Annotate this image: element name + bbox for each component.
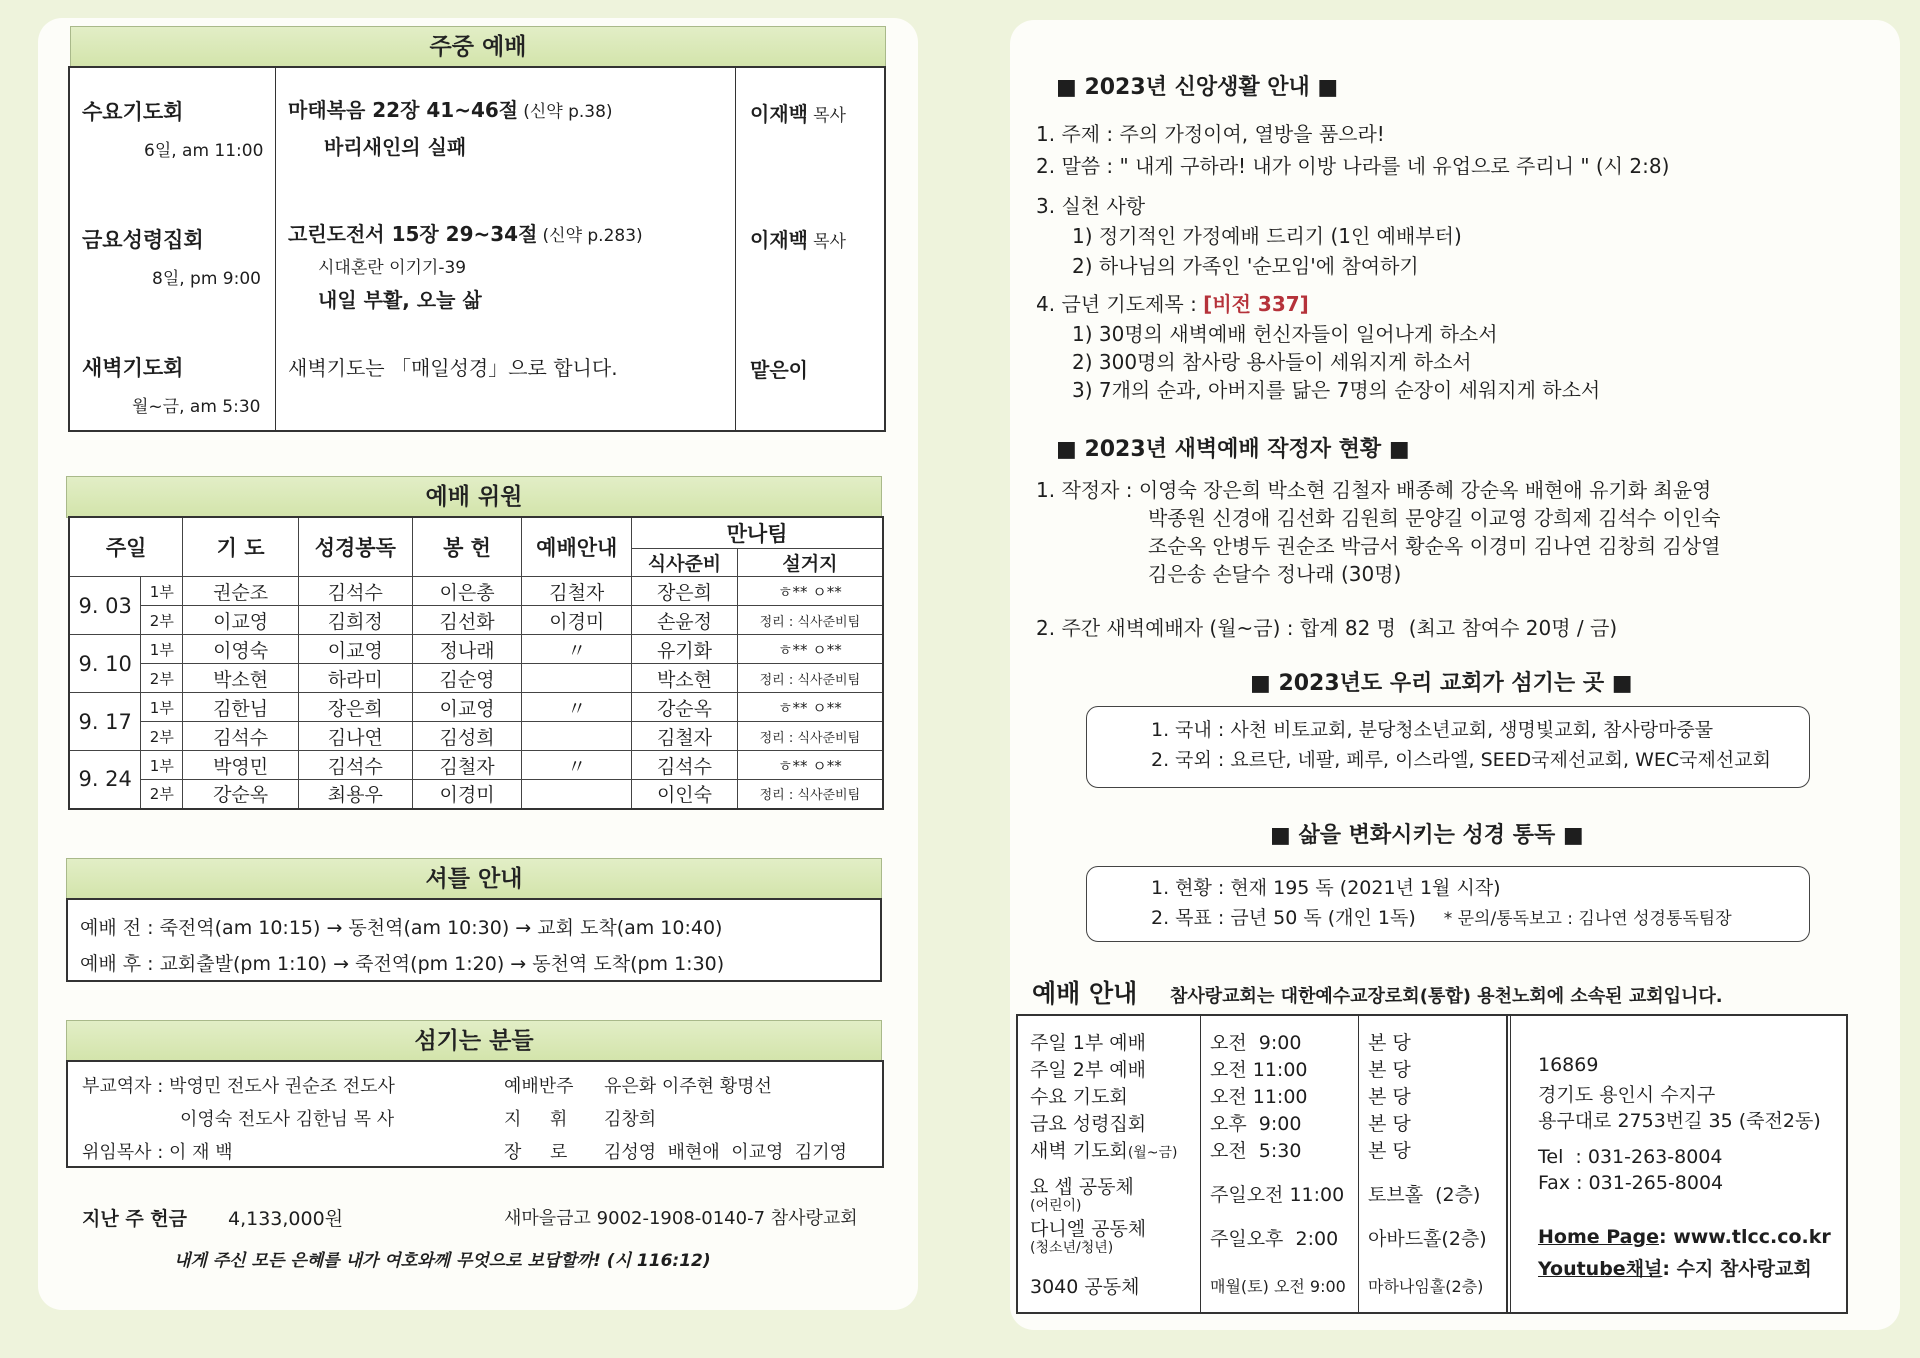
svc: 2부 bbox=[141, 606, 183, 635]
svc-place: 본 당 bbox=[1368, 1113, 1411, 1135]
sermon-title: 내일 부활, 오늘 삶 bbox=[318, 288, 482, 312]
cell: 이교영 bbox=[412, 693, 522, 722]
svc: 1부 bbox=[141, 635, 183, 664]
cell: 김석수 bbox=[183, 722, 299, 751]
homepage-link[interactable]: : www.tlcc.co.kr bbox=[1658, 1226, 1831, 1248]
preacher: 이재백 bbox=[750, 228, 808, 252]
svc-name: 주일 2부 예배 bbox=[1030, 1059, 1146, 1081]
table-row bbox=[69, 664, 883, 693]
cell: 권순조 bbox=[183, 577, 299, 606]
address-2: 용구대로 2753번길 35 (죽전2동) bbox=[1538, 1110, 1821, 1132]
cell: 강순옥 bbox=[183, 780, 299, 809]
svc-place: 본 당 bbox=[1368, 1140, 1411, 1162]
service-time: 8일, pm 9:00 bbox=[152, 269, 261, 289]
dawn-note: 새벽기도는 「매일성경」으로 합니다. bbox=[288, 356, 618, 380]
cell: 손윤정 bbox=[632, 606, 738, 635]
shuttle-box bbox=[66, 898, 882, 982]
service-wed bbox=[82, 96, 263, 161]
cell bbox=[522, 722, 632, 751]
faith-practice: 3. 실천 사항 bbox=[1036, 194, 1146, 218]
offering-account: 새마을금고 9002-1908-0140-7 참사랑교회 bbox=[504, 1208, 858, 1229]
worship-header: 주중 예배 bbox=[70, 26, 886, 68]
row-date: 9. 10 bbox=[69, 635, 141, 693]
group-place: 아바드홀(2층) bbox=[1368, 1228, 1487, 1250]
cell: 박영민 bbox=[183, 751, 299, 780]
offering-label: 지난 주 헌금 bbox=[82, 1208, 187, 1230]
svc: 2부 bbox=[141, 780, 183, 809]
table-row bbox=[69, 722, 883, 751]
cell: 김성희 bbox=[412, 722, 522, 751]
cell: 〃 bbox=[522, 693, 632, 722]
cell: 김나연 bbox=[298, 722, 412, 751]
shuttle-header: 셔틀 안내 bbox=[66, 858, 882, 900]
scripture-page: (신약 p.38) bbox=[523, 102, 613, 122]
service-fri bbox=[82, 224, 261, 289]
scripture: 고린도전서 15장 29~34절 bbox=[288, 222, 538, 246]
preacher: 맡은이 bbox=[750, 358, 808, 382]
faith-practice-1: 1) 정기적인 가정예배 드리기 (1인 예배부터) bbox=[1072, 224, 1462, 248]
info-title: 예배 안내 bbox=[1032, 979, 1138, 1008]
table-row bbox=[69, 635, 883, 664]
faith-vision-label: [비전 337] bbox=[1203, 292, 1309, 316]
faith-word: 2. 말씀 : " 내게 구하라! 내가 이방 나라를 네 유업으로 주리니 " (시 2:8) bbox=[1036, 154, 1670, 178]
group-sub: (어린이) bbox=[1030, 1198, 1082, 1214]
address-1: 경기도 용인시 수지구 bbox=[1538, 1084, 1716, 1106]
cell: 박소현 bbox=[183, 664, 299, 693]
svc-time: 오전 9:00 bbox=[1210, 1032, 1302, 1054]
col-header-guide: 예배안내 bbox=[522, 517, 632, 577]
svc: 2부 bbox=[141, 722, 183, 751]
svc-name: 주일 1부 예배 bbox=[1030, 1032, 1146, 1054]
dawn-list-2: 박종원 신경애 김선화 김원희 문양길 이교영 강희제 김석수 이인숙 bbox=[1148, 506, 1721, 530]
group-time: 매월(토) 오전 9:00 bbox=[1210, 1277, 1346, 1296]
cell: 김철자 bbox=[522, 577, 632, 606]
cell: 장은희 bbox=[632, 577, 738, 606]
row-date: 9. 17 bbox=[69, 693, 141, 751]
accompanist-label: 예배반주 bbox=[504, 1076, 574, 1097]
servants-box bbox=[66, 1060, 884, 1168]
group-place: 토브홀 (2층) bbox=[1368, 1184, 1481, 1206]
cell: 〃 bbox=[522, 635, 632, 664]
cell: ㅎ** ㅇ** bbox=[737, 693, 883, 722]
cell: 이영숙 bbox=[183, 635, 299, 664]
svc: 2부 bbox=[141, 664, 183, 693]
dawn-title: ■ 2023년 새벽예배 작정자 현황 ■ bbox=[1056, 437, 1410, 462]
worship-table bbox=[68, 66, 886, 432]
col-header-meal: 식사준비 bbox=[632, 549, 738, 577]
serve-title: ■ 2023년도 우리 교회가 섬기는 곳 ■ bbox=[1250, 671, 1633, 696]
servants-header: 섬기는 분들 bbox=[66, 1020, 882, 1062]
group-place: 마하나임홀(2층) bbox=[1368, 1277, 1484, 1296]
table-row bbox=[69, 577, 883, 606]
staff-header: 예배 위원 bbox=[66, 476, 882, 518]
col-header-dishes: 설거지 bbox=[737, 549, 883, 577]
cell bbox=[522, 780, 632, 809]
cell: 이경미 bbox=[522, 606, 632, 635]
cell: 정리 : 식사준비팀 bbox=[737, 780, 883, 809]
closing-verse: 내게 주신 모든 은혜를 내가 여호와께 무엇으로 보답할까! (시 116:12) bbox=[174, 1251, 711, 1271]
cell: 정나래 bbox=[412, 635, 522, 664]
bible-title: ■ 삶을 변화시키는 성경 통독 ■ bbox=[1270, 823, 1584, 848]
cell: 정리 : 식사준비팀 bbox=[737, 664, 883, 693]
cell: 김희정 bbox=[298, 606, 412, 635]
bible-box bbox=[1086, 866, 1810, 942]
svc: 1부 bbox=[141, 693, 183, 722]
table-row bbox=[69, 606, 883, 635]
group-name: 3040 공동체 bbox=[1030, 1276, 1140, 1298]
scripture-page: (신약 p.283) bbox=[542, 226, 643, 246]
col-header-offering: 봉 헌 bbox=[412, 517, 522, 577]
svc-name: 금요 성령집회 bbox=[1030, 1113, 1147, 1135]
svc-place: 본 당 bbox=[1368, 1032, 1411, 1054]
preacher: 이재백 bbox=[750, 102, 808, 126]
bible-note: * 문의/통독보고 : 김나연 성경통독팀장 bbox=[1443, 909, 1732, 929]
col-header-manna: 만나팀 bbox=[632, 517, 883, 549]
series-title: 시대혼란 이기기-39 bbox=[318, 258, 467, 278]
col-header-prayer: 기 도 bbox=[183, 517, 299, 577]
service-dawn bbox=[82, 352, 260, 417]
cell: 강순옥 bbox=[632, 693, 738, 722]
cell: 김석수 bbox=[632, 751, 738, 780]
faith-theme: 1. 주제 : 주의 가정이여, 열방을 품으라! bbox=[1036, 122, 1385, 146]
dawn-weekly: 2. 주간 새벽예배자 (월~금) : 합계 82 명 (최고 참여수 20명 / 금) bbox=[1036, 616, 1618, 640]
cell: 김선화 bbox=[412, 606, 522, 635]
svc-place: 본 당 bbox=[1368, 1086, 1411, 1108]
offering-amount: 4,133,000원 bbox=[228, 1208, 344, 1230]
cell: 장은희 bbox=[298, 693, 412, 722]
group-sub: (청소년/청년) bbox=[1030, 1240, 1114, 1256]
bible-goal: 2. 목표 : 금년 50 독 (개인 1독) bbox=[1151, 907, 1416, 929]
assoc-line1: 부교역자 : 박영민 전도사 권순조 전도사 bbox=[82, 1076, 395, 1097]
dawn-list-1: 1. 작정자 : 이영숙 장은희 박소현 김철자 배종혜 강순옥 배현애 유기화 최윤영 bbox=[1036, 478, 1712, 502]
info-box bbox=[1016, 1014, 1848, 1314]
svc-name: 새벽 기도회 bbox=[1030, 1140, 1128, 1162]
svc-time: 오전 5:30 bbox=[1210, 1140, 1302, 1162]
cell: ㅎ** ㅇ** bbox=[737, 635, 883, 664]
cell: 이인숙 bbox=[632, 780, 738, 809]
cell: 김석수 bbox=[298, 577, 412, 606]
youtube-link[interactable]: : 수지 참사랑교회 bbox=[1662, 1258, 1812, 1280]
assoc-line2: 이영숙 전도사 김한님 목 사 bbox=[180, 1109, 395, 1130]
faith-prayer-2: 2) 300명의 참사랑 용사들이 세워지게 하소서 bbox=[1072, 350, 1472, 374]
group-name: 요 셉 공동체 bbox=[1030, 1176, 1134, 1198]
cell: 하라미 bbox=[298, 664, 412, 693]
service-name: 새벽기도회 bbox=[82, 356, 184, 380]
cell: 정리 : 식사준비팀 bbox=[737, 722, 883, 751]
faith-prayer-1: 1) 30명의 새벽예배 헌신자들이 일어나게 하소서 bbox=[1072, 322, 1498, 346]
info-desc: 참사랑교회는 대한예수교장로회(통합) 용천노회에 소속된 교회입니다. bbox=[1170, 986, 1723, 1007]
cell: 〃 bbox=[522, 751, 632, 780]
youtube-label: Youtube채널 bbox=[1538, 1258, 1663, 1280]
svc: 1부 bbox=[141, 577, 183, 606]
faith-prayer-3: 3) 7개의 순과, 아버지를 닮은 7명의 순장이 세워지게 하소서 bbox=[1072, 378, 1601, 402]
conductor: 김창희 bbox=[604, 1109, 657, 1130]
cell: 이교영 bbox=[183, 606, 299, 635]
cell: 김순영 bbox=[412, 664, 522, 693]
preacher-role: 목사 bbox=[813, 106, 846, 126]
sermon-title: 바리새인의 실패 bbox=[324, 135, 467, 159]
cell: 정리 : 식사준비팀 bbox=[737, 606, 883, 635]
faith-title: ■ 2023년 신앙생활 안내 ■ bbox=[1056, 75, 1339, 100]
service-name: 수요기도회 bbox=[82, 100, 184, 124]
cell: ㅎ** ㅇ** bbox=[737, 751, 883, 780]
svc-time: 오후 9:00 bbox=[1210, 1113, 1302, 1135]
cell: 유기화 bbox=[632, 635, 738, 664]
cell: 이은총 bbox=[412, 577, 522, 606]
zip-code: 16869 bbox=[1538, 1054, 1599, 1076]
conductor-label: 지 휘 bbox=[504, 1109, 568, 1130]
table-row bbox=[69, 693, 883, 722]
service-time: 6일, am 11:00 bbox=[144, 141, 264, 161]
senior-pastor: 위임목사 : 이 재 백 bbox=[82, 1142, 233, 1163]
elders: 김성영 배현애 이교영 김기영 bbox=[604, 1142, 847, 1163]
svc-time: 오전 11:00 bbox=[1210, 1059, 1308, 1081]
cell: ㅎ** ㅇ** bbox=[737, 577, 883, 606]
faith-prayer-label: 4. 금년 기도제목 : bbox=[1036, 292, 1204, 316]
homepage-label: Home Page bbox=[1538, 1226, 1659, 1248]
shuttle-before: 예배 전 : 죽전역(am 10:15) → 동천역(am 10:30) → 교회 도착(am 10:40) bbox=[80, 917, 723, 939]
svc-name-sub: (월~금) bbox=[1127, 1145, 1178, 1161]
fax: Fax : 031-265-8004 bbox=[1538, 1172, 1724, 1194]
col-header-reading: 성경봉독 bbox=[298, 517, 412, 577]
cell: 이경미 bbox=[412, 780, 522, 809]
phone: Tel : 031-263-8004 bbox=[1538, 1146, 1723, 1168]
elders-label: 장 로 bbox=[504, 1142, 568, 1163]
cell: 김철자 bbox=[412, 751, 522, 780]
cell: 이교영 bbox=[298, 635, 412, 664]
svc-place: 본 당 bbox=[1368, 1059, 1411, 1081]
bible-status: 1. 현황 : 현재 195 독 (2021년 1월 시작) bbox=[1151, 877, 1501, 899]
group-time: 주일오후 2:00 bbox=[1210, 1228, 1339, 1250]
svc-time: 오전 11:00 bbox=[1210, 1086, 1308, 1108]
dawn-list-3: 조순옥 안병두 권순조 박금서 황순옥 이경미 김나연 김창희 김상열 bbox=[1148, 534, 1721, 558]
cell bbox=[522, 664, 632, 693]
serve-overseas: 2. 국외 : 요르단, 네팔, 페루, 이스라엘, SEED국제선교회, WEC국제선교회 bbox=[1151, 749, 1771, 771]
group-name: 다니엘 공동체 bbox=[1030, 1218, 1147, 1240]
serve-domestic: 1. 국내 : 사천 비토교회, 분당청소년교회, 생명빛교회, 참사랑마중물 bbox=[1151, 719, 1714, 741]
faith-practice-2: 2) 하나님의 가족인 '순모임'에 참여하기 bbox=[1072, 254, 1419, 278]
table-row bbox=[69, 751, 883, 780]
group-time: 주일오전 11:00 bbox=[1210, 1184, 1345, 1206]
cell: 김한님 bbox=[183, 693, 299, 722]
row-date: 9. 03 bbox=[69, 577, 141, 635]
cell: 박소현 bbox=[632, 664, 738, 693]
svc-name: 수요 기도회 bbox=[1030, 1086, 1128, 1108]
shuttle-after: 예배 후 : 교회출발(pm 1:10) → 죽전역(pm 1:20) → 동천역 도착(pm 1:30) bbox=[80, 953, 725, 975]
scripture: 마태복음 22장 41~46절 bbox=[288, 98, 519, 122]
service-time: 월~금, am 5:30 bbox=[132, 397, 261, 417]
table-row bbox=[69, 780, 883, 809]
preacher-role: 목사 bbox=[813, 232, 846, 252]
row-date: 9. 24 bbox=[69, 751, 141, 809]
cell: 김철자 bbox=[632, 722, 738, 751]
cell: 김석수 bbox=[298, 751, 412, 780]
dawn-list-4: 김은송 손달수 정나래 (30명) bbox=[1148, 562, 1402, 586]
cell: 최용우 bbox=[298, 780, 412, 809]
serve-box bbox=[1086, 706, 1810, 788]
accompanists: 유은화 이주현 황명선 bbox=[604, 1076, 772, 1097]
service-name: 금요성령집회 bbox=[82, 228, 204, 252]
staff-table bbox=[68, 516, 884, 810]
svc: 1부 bbox=[141, 751, 183, 780]
col-header-date: 주일 bbox=[69, 517, 183, 577]
